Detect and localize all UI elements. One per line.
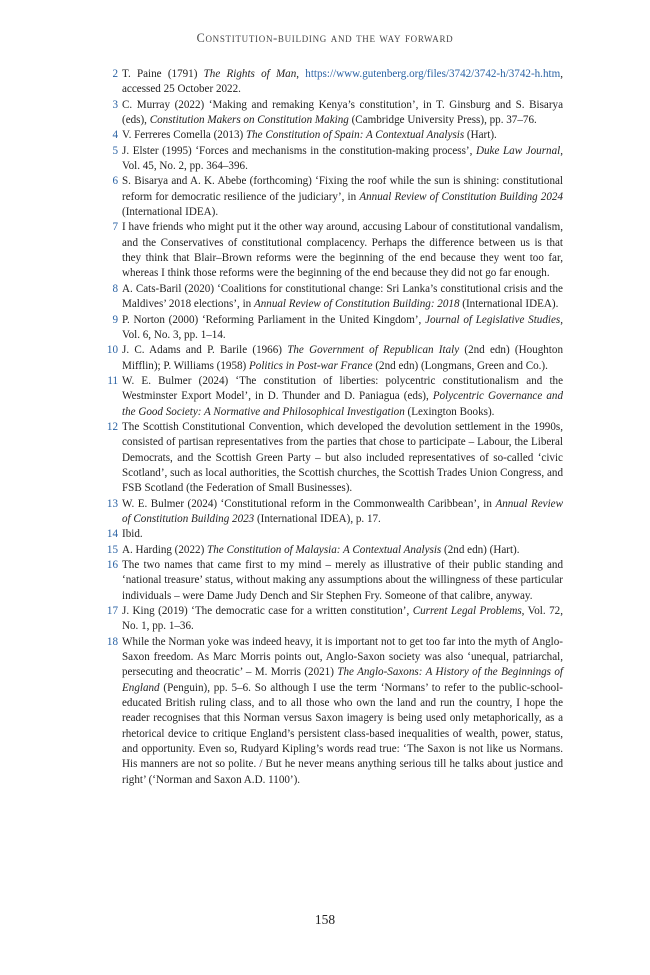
text-run: V. Ferreres Comella (2013) (122, 129, 246, 142)
text-run: , Vol. 6, No. 3, pp. 1–14. (122, 313, 563, 341)
endnote-text (122, 605, 563, 632)
endnote-14 (107, 527, 563, 542)
endnote-number[interactable]: 15 (106, 543, 118, 556)
text-run: A. Harding (2022) (122, 543, 208, 556)
endnote-text (122, 175, 563, 218)
endnote-text (122, 559, 563, 602)
endnotes-list (107, 67, 563, 788)
endnote-16 (107, 558, 563, 604)
cited-title: The Anglo-Saxons: A History of the Beginnings of England (122, 666, 563, 694)
endnote-number[interactable]: 13 (106, 497, 118, 510)
cited-title: Current Legal Problems (412, 605, 522, 618)
endnote-text (122, 314, 563, 341)
cited-title: Duke Law Journal (475, 144, 561, 157)
text-run: , Vol. 45, No. 2, pp. 364–396. (122, 144, 563, 173)
endnote-number[interactable]: 3 (112, 98, 118, 111)
reference-link[interactable]: https://www.gutenberg.org/files/3742/3742-h/3742-h.htm (305, 68, 561, 80)
endnote-17 (107, 604, 563, 635)
endnote-8 (107, 282, 563, 313)
cited-title: Annual Review of Constitution Building 2023 (122, 497, 563, 525)
endnote-number[interactable]: 12 (106, 420, 118, 433)
text-run: , Vol. 72, No. 1, pp. 1–36. (122, 605, 563, 633)
text-run: C. Murray (2022) ‘Making and remaking Kenya’s constitution’, in T. Ginsburg and S. Bisarya (eds), (122, 98, 563, 127)
endnote-text (122, 421, 563, 494)
endnote-text (122, 68, 563, 95)
endnote-number[interactable]: 11 (107, 374, 118, 387)
endnote-10 (107, 343, 563, 374)
endnote-4 (107, 128, 563, 143)
endnote-5 (107, 144, 563, 175)
endnote-2 (107, 67, 563, 98)
endnote-text (122, 283, 563, 310)
endnote-number[interactable]: 16 (106, 559, 118, 571)
cited-title: The Constitution of Malaysia: A Contextual Analysis (207, 543, 442, 556)
text-run: A. Cats-Baril (2020) ‘Coalitions for constitutional change: Sri Lanka’s constitutional crisis and the Maldives’ 2018 elections’, in (122, 282, 563, 311)
cited-title: The Government of Republican Italy (287, 344, 460, 357)
text-run: J. Elster (1995) ‘Forces and mechanisms in the constitution-making process’, (122, 144, 476, 157)
text-run: , accessed 25 October 2022. (122, 68, 563, 96)
text-run: J. King (2019) ‘The democratic case for a written constitution’, (122, 605, 413, 618)
text-run: The Scottish Constitutional Convention, which developed the devolution settlement in the 1990s, consisted of partisan representatives from the parties that chose to participate – Labour, the Liberal Democrats, and the Scottish Green Party – but also included representatives of so-called ‘civic Scotland’, such as local authorities, the Scottish churches, the Scottish Trades Union Congress, and FSB Scotland (the Federation of Small Businesses). (122, 420, 563, 495)
endnote-6 (107, 174, 563, 220)
endnote-15 (107, 543, 563, 558)
endnote-text (122, 498, 563, 525)
endnote-number[interactable]: 10 (106, 344, 118, 357)
text-run: While the Norman yoke was indeed heavy, it is important not to get too far into the myth of Anglo-Saxon freedom. As Marc Morris points out, Anglo-Saxon society was also ‘unequal, patriarchal, persecuting and theocratic’ – M. Morris (2021) (122, 635, 563, 679)
endnote-7 (107, 220, 563, 281)
text-run: (International IDEA). (122, 206, 219, 219)
endnote-13 (107, 497, 563, 528)
endnote-number[interactable]: 4 (112, 129, 118, 142)
endnote-11 (107, 374, 563, 420)
endnote-number[interactable]: 17 (106, 605, 118, 618)
text-run: (International IDEA). (459, 298, 559, 311)
endnote-text (122, 544, 520, 556)
cited-title: The Constitution of Spain: A Contextual Analysis (245, 129, 465, 142)
endnote-text (122, 375, 563, 418)
text-run: (Hart). (464, 129, 497, 142)
endnote-text (122, 221, 563, 279)
endnote-number[interactable]: 14 (106, 528, 118, 541)
endnote-text (122, 528, 143, 540)
cited-title: Annual Review of Constitution Building: 2018 (253, 298, 460, 311)
text-run: , (296, 68, 306, 80)
text-run: S. Bisarya and A. K. Abebe (forthcoming) ‘Fixing the roof while the sun is shining: constitutional reform for democratic resilience of the judiciary’, in (122, 175, 563, 203)
text-run: The two names that came first to my mind – merely as illustrative of their public standing and ‘national treasure’ status, without making any assumptions about the willingness of these particular individuals – were Dame Judy Dench and Sir Stephen Fry. Someone of that calibre, anyway. (122, 559, 563, 602)
text-run: Ibid. (122, 528, 143, 541)
endnote-number[interactable]: 2 (112, 68, 118, 80)
endnote-9 (107, 313, 563, 344)
endnote-3 (107, 98, 563, 129)
cited-title: Annual Review of Constitution Building 2024 (359, 190, 563, 203)
endnote-12 (107, 420, 563, 497)
text-run: T. Paine (1791) (122, 68, 204, 80)
running-head: Constitution-building and the way forward (196, 31, 454, 45)
endnote-text (122, 344, 563, 371)
cited-title: Journal of Legislative Studies (425, 313, 561, 326)
text-run: (2nd edn) (Longmans, Green and Co.). (372, 359, 548, 372)
cited-title: Polycentric Governance and the Good Society: A Normative and Philosophical Investigation (122, 390, 563, 418)
page-number: 158 (314, 912, 336, 927)
cited-title: Constitution Makers on Constitution Making (149, 114, 349, 127)
endnote-number[interactable]: 9 (112, 313, 118, 326)
text-run: W. E. Bulmer (2024) ‘Constitutional reform in the Commonwealth Caribbean’, in (122, 497, 496, 510)
endnote-text (122, 99, 563, 126)
text-run: (Penguin), pp. 5–6. So although I use the term ‘Normans’ to refer to the public-school-educated British ruling class, and to all those who own the land and run the country, I hope the reader recognises that this Norman versus Saxon imagery is being used only metaphorically, as a rhetorical device to critique England’s persistent class-based inequalities of wealth, power, status, and opportunity. Even so, Rudyard Kipling’s words read true: ‘The Saxon is not like us Normans. His manners are not so polite. / But he never means anything serious till he talks about justice and right’ (‘Norman and Saxon A.D. 1100’). (122, 681, 563, 786)
text-run: P. Norton (2000) ‘Reforming Parliament in the United Kingdom’, (122, 313, 426, 326)
cited-title: Politics in Post-war France (249, 359, 373, 372)
endnote-number[interactable]: 6 (112, 175, 118, 188)
endnote-number[interactable]: 7 (112, 221, 118, 234)
endnote-text (122, 636, 563, 786)
cited-title: The Rights of Man (203, 68, 297, 80)
text-run: (International IDEA), p. 17. (254, 512, 381, 525)
text-run: (Lexington Books). (404, 405, 495, 418)
text-run: (Cambridge University Press), pp. 37–76. (348, 114, 537, 127)
endnote-text (122, 129, 497, 141)
endnote-number[interactable]: 18 (106, 635, 118, 648)
text-run: I have friends who might put it the other way around, accusing Labour of constitutional vandalism, and the Conservatives of constitutional complacency. Perhaps the difference between us is that they think that Blair–Brown reforms were the beginning of the end because they went too far, whereas I think those reforms were the beginning of the end because they did not go far enough. (122, 221, 563, 280)
text-run: J. C. Adams and P. Barile (1966) (122, 344, 288, 357)
endnote-18 (107, 635, 563, 788)
text-run: W. E. Bulmer (2024) ‘The constitution of liberties: polycentric constitutionalism and the Westminster Export Model’, in D. Thunder and D. Paniagua (eds), (122, 374, 563, 403)
text-run: (2nd edn) (Houghton Mifflin); P. Williams (1958) (122, 344, 563, 372)
endnote-number[interactable]: 5 (112, 144, 118, 157)
endnote-number[interactable]: 8 (112, 282, 118, 295)
endnote-text (122, 145, 563, 172)
text-run: (2nd edn) (Hart). (441, 543, 520, 556)
